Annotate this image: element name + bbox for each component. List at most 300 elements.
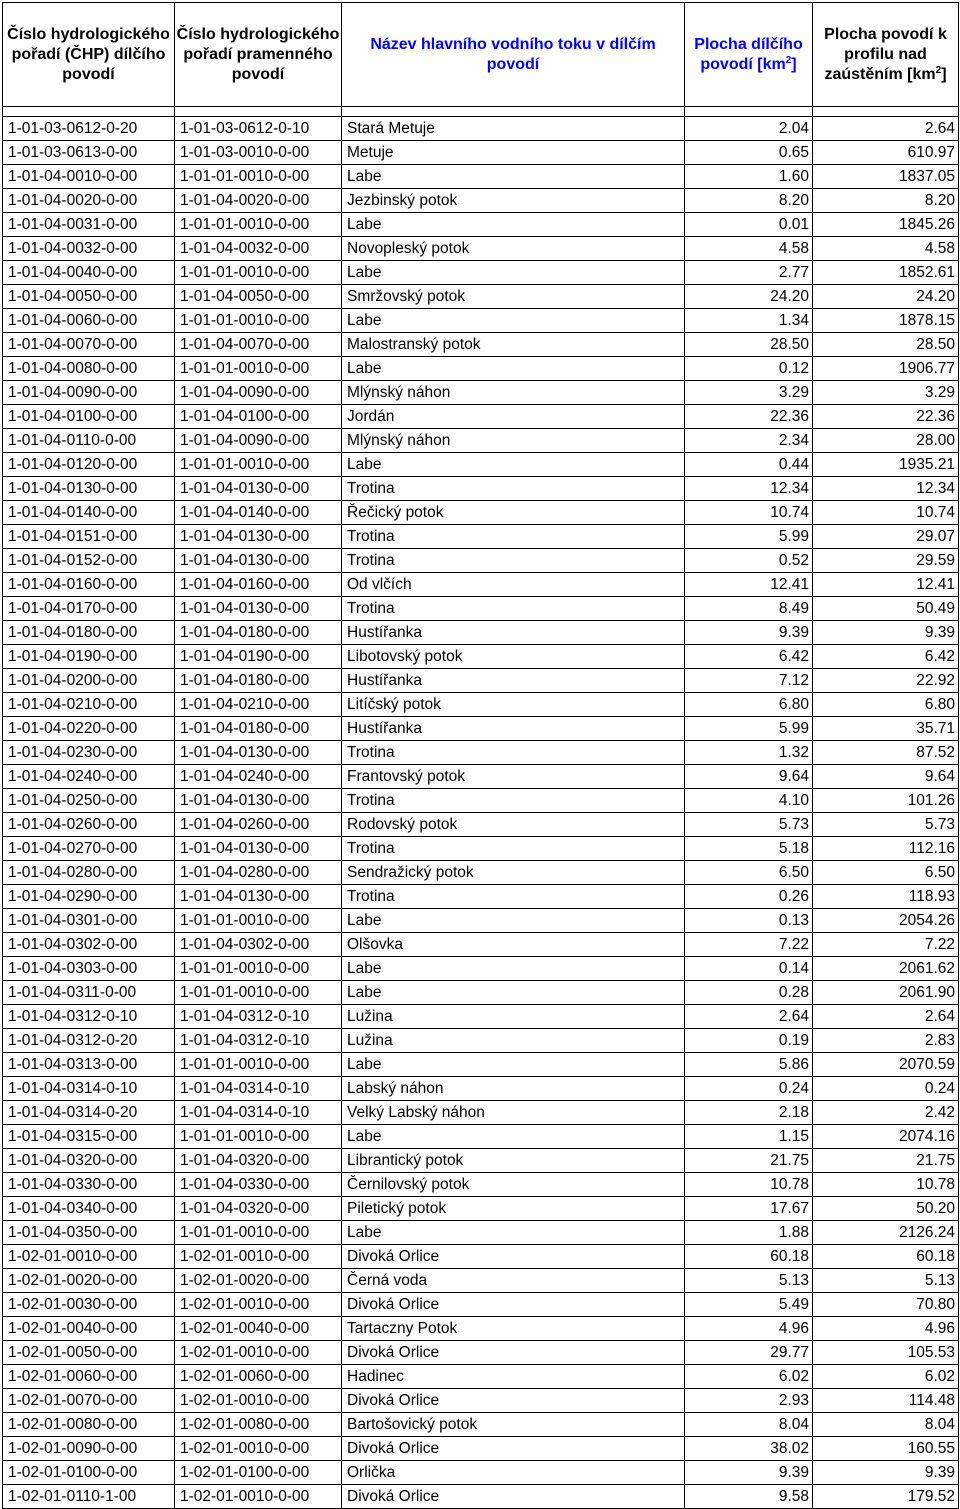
cell-chp: 1-01-04-0311-0-00 xyxy=(3,981,175,1005)
cell-stream-name: Hustířanka xyxy=(342,717,685,741)
cell-cumulative-area: 1906.77 xyxy=(813,357,959,381)
cell-cumulative-area: 112.16 xyxy=(813,837,959,861)
cell-subbasin-area: 4.58 xyxy=(685,237,813,261)
cell-spring-chp: 1-02-01-0040-0-00 xyxy=(175,1317,342,1341)
table-row xyxy=(3,621,959,645)
cell-subbasin-area: 2.34 xyxy=(685,429,813,453)
cell-subbasin-area: 9.58 xyxy=(685,1485,813,1509)
table-row xyxy=(3,189,959,213)
cell-chp: 1-01-04-0070-0-00 xyxy=(3,333,175,357)
cell-stream-name: Jezbinský potok xyxy=(342,189,685,213)
cell-subbasin-area: 2.04 xyxy=(685,117,813,141)
cell-spring-chp: 1-02-01-0010-0-00 xyxy=(175,1341,342,1365)
header-row xyxy=(3,3,959,107)
header-main-stream-label: Název hlavního vodního toku v dílčím povodí xyxy=(370,35,656,73)
table-row xyxy=(3,381,959,405)
cell-subbasin-area: 3.29 xyxy=(685,381,813,405)
cell-cumulative-area: 35.71 xyxy=(813,717,959,741)
cell-stream-name: Libotovský potok xyxy=(342,645,685,669)
cell-stream-name: Labe xyxy=(342,453,685,477)
header-main-stream xyxy=(342,3,685,107)
cell-chp: 1-01-04-0130-0-00 xyxy=(3,477,175,501)
cell-subbasin-area: 10.74 xyxy=(685,501,813,525)
table-row xyxy=(3,309,959,333)
cell-chp: 1-01-04-0060-0-00 xyxy=(3,309,175,333)
cell-spring-chp: 1-01-01-0010-0-00 xyxy=(175,453,342,477)
spacer-cell xyxy=(3,107,175,117)
cell-subbasin-area: 2.77 xyxy=(685,261,813,285)
cell-subbasin-area: 60.18 xyxy=(685,1245,813,1269)
cell-subbasin-area: 0.14 xyxy=(685,957,813,981)
table-row xyxy=(3,1245,959,1269)
cell-cumulative-area: 1837.05 xyxy=(813,165,959,189)
cell-chp: 1-01-04-0170-0-00 xyxy=(3,597,175,621)
cell-subbasin-area: 22.36 xyxy=(685,405,813,429)
cell-spring-chp: 1-01-01-0010-0-00 xyxy=(175,1221,342,1245)
table-row xyxy=(3,789,959,813)
cell-subbasin-area: 4.96 xyxy=(685,1317,813,1341)
spacer-cell xyxy=(813,107,959,117)
cell-cumulative-area: 8.20 xyxy=(813,189,959,213)
table-row xyxy=(3,1365,959,1389)
cell-chp: 1-01-04-0302-0-00 xyxy=(3,933,175,957)
cell-cumulative-area: 22.36 xyxy=(813,405,959,429)
cell-cumulative-area: 2061.90 xyxy=(813,981,959,1005)
cell-stream-name: Od vlčích xyxy=(342,573,685,597)
cell-spring-chp: 1-01-01-0010-0-00 xyxy=(175,957,342,981)
cell-spring-chp: 1-01-04-0090-0-00 xyxy=(175,381,342,405)
cell-subbasin-area: 0.13 xyxy=(685,909,813,933)
cell-stream-name: Trotina xyxy=(342,741,685,765)
cell-stream-name: Malostranský potok xyxy=(342,333,685,357)
cell-stream-name: Divoká Orlice xyxy=(342,1245,685,1269)
cell-subbasin-area: 0.12 xyxy=(685,357,813,381)
cell-subbasin-area: 10.78 xyxy=(685,1173,813,1197)
cell-chp: 1-01-04-0330-0-00 xyxy=(3,1173,175,1197)
cell-chp: 1-01-04-0340-0-00 xyxy=(3,1197,175,1221)
table-row xyxy=(3,1389,959,1413)
cell-spring-chp: 1-01-01-0010-0-00 xyxy=(175,357,342,381)
cell-spring-chp: 1-01-04-0330-0-00 xyxy=(175,1173,342,1197)
cell-stream-name: Velký Labský náhon xyxy=(342,1101,685,1125)
cell-cumulative-area: 2.42 xyxy=(813,1101,959,1125)
cell-subbasin-area: 0.44 xyxy=(685,453,813,477)
cell-cumulative-area: 2061.62 xyxy=(813,957,959,981)
cell-stream-name: Hustířanka xyxy=(342,621,685,645)
cell-cumulative-area: 6.50 xyxy=(813,861,959,885)
hydrology-table xyxy=(2,2,959,1509)
cell-cumulative-area: 28.00 xyxy=(813,429,959,453)
table-row xyxy=(3,1413,959,1437)
cell-spring-chp: 1-02-01-0010-0-00 xyxy=(175,1485,342,1509)
cell-stream-name: Trotina xyxy=(342,525,685,549)
cell-chp: 1-02-01-0070-0-00 xyxy=(3,1389,175,1413)
table-row xyxy=(3,1173,959,1197)
table-row xyxy=(3,525,959,549)
header-spring-chp xyxy=(175,3,342,107)
cell-chp: 1-02-01-0090-0-00 xyxy=(3,1437,175,1461)
cell-chp: 1-01-04-0031-0-00 xyxy=(3,213,175,237)
cell-cumulative-area: 0.24 xyxy=(813,1077,959,1101)
cell-spring-chp: 1-02-01-0010-0-00 xyxy=(175,1437,342,1461)
cell-stream-name: Labe xyxy=(342,909,685,933)
cell-spring-chp: 1-01-04-0130-0-00 xyxy=(175,477,342,501)
cell-cumulative-area: 6.80 xyxy=(813,693,959,717)
cell-subbasin-area: 9.64 xyxy=(685,765,813,789)
table-row xyxy=(3,1221,959,1245)
header-subbasin-area-end: ] xyxy=(791,55,797,73)
cell-stream-name: Trotina xyxy=(342,477,685,501)
cell-stream-name: Labe xyxy=(342,357,685,381)
cell-chp: 1-02-01-0040-0-00 xyxy=(3,1317,175,1341)
cell-cumulative-area: 10.78 xyxy=(813,1173,959,1197)
cell-chp: 1-01-04-0290-0-00 xyxy=(3,885,175,909)
header-cumulative-area-end: ] xyxy=(941,65,947,83)
table-row xyxy=(3,453,959,477)
cell-spring-chp: 1-01-04-0260-0-00 xyxy=(175,813,342,837)
cell-cumulative-area: 50.49 xyxy=(813,597,959,621)
table-row xyxy=(3,1341,959,1365)
table-row xyxy=(3,237,959,261)
table-row xyxy=(3,549,959,573)
cell-subbasin-area: 17.67 xyxy=(685,1197,813,1221)
cell-subbasin-area: 1.32 xyxy=(685,741,813,765)
header-subbasin-area-sup: 2 xyxy=(785,54,792,66)
cell-stream-name: Orlička xyxy=(342,1461,685,1485)
cell-chp: 1-01-04-0270-0-00 xyxy=(3,837,175,861)
header-spring-chp-label: Číslo hydrologického pořadí pramenného povodí xyxy=(176,25,340,83)
cell-spring-chp: 1-02-01-0100-0-00 xyxy=(175,1461,342,1485)
table-row xyxy=(3,717,959,741)
header-cumulative-area-label: Plocha povodí k profilu nad zaústěním [km xyxy=(824,25,947,83)
cell-chp: 1-01-04-0312-0-20 xyxy=(3,1029,175,1053)
cell-cumulative-area: 12.34 xyxy=(813,477,959,501)
cell-spring-chp: 1-01-04-0130-0-00 xyxy=(175,597,342,621)
table-row xyxy=(3,909,959,933)
cell-subbasin-area: 9.39 xyxy=(685,1461,813,1485)
cell-stream-name: Labe xyxy=(342,957,685,981)
cell-chp: 1-01-04-0303-0-00 xyxy=(3,957,175,981)
cell-stream-name: Divoká Orlice xyxy=(342,1389,685,1413)
cell-cumulative-area: 8.04 xyxy=(813,1413,959,1437)
cell-stream-name: Sendražický potok xyxy=(342,861,685,885)
table-row xyxy=(3,1029,959,1053)
cell-spring-chp: 1-01-04-0130-0-00 xyxy=(175,885,342,909)
cell-spring-chp: 1-01-04-0210-0-00 xyxy=(175,693,342,717)
cell-cumulative-area: 160.55 xyxy=(813,1437,959,1461)
cell-stream-name: Divoká Orlice xyxy=(342,1293,685,1317)
cell-chp: 1-02-01-0010-0-00 xyxy=(3,1245,175,1269)
cell-stream-name: Lužina xyxy=(342,1005,685,1029)
cell-stream-name: Labský náhon xyxy=(342,1077,685,1101)
cell-chp: 1-02-01-0100-0-00 xyxy=(3,1461,175,1485)
table-row xyxy=(3,333,959,357)
cell-stream-name: Novopleský potok xyxy=(342,237,685,261)
cell-cumulative-area: 29.59 xyxy=(813,549,959,573)
cell-stream-name: Trotina xyxy=(342,789,685,813)
cell-cumulative-area: 60.18 xyxy=(813,1245,959,1269)
cell-spring-chp: 1-01-04-0314-0-10 xyxy=(175,1101,342,1125)
cell-subbasin-area: 7.22 xyxy=(685,933,813,957)
cell-spring-chp: 1-01-04-0320-0-00 xyxy=(175,1197,342,1221)
cell-spring-chp: 1-01-03-0612-0-10 xyxy=(175,117,342,141)
cell-stream-name: Stará Metuje xyxy=(342,117,685,141)
table-row xyxy=(3,357,959,381)
cell-cumulative-area: 5.73 xyxy=(813,813,959,837)
cell-chp: 1-01-04-0200-0-00 xyxy=(3,669,175,693)
cell-chp: 1-01-04-0320-0-00 xyxy=(3,1149,175,1173)
table-row xyxy=(3,501,959,525)
cell-spring-chp: 1-01-04-0190-0-00 xyxy=(175,645,342,669)
cell-stream-name: Bartošovický potok xyxy=(342,1413,685,1437)
cell-chp: 1-01-04-0250-0-00 xyxy=(3,789,175,813)
cell-cumulative-area: 9.39 xyxy=(813,621,959,645)
cell-spring-chp: 1-02-01-0060-0-00 xyxy=(175,1365,342,1389)
cell-spring-chp: 1-02-01-0010-0-00 xyxy=(175,1245,342,1269)
cell-stream-name: Trotina xyxy=(342,837,685,861)
cell-stream-name: Piletický potok xyxy=(342,1197,685,1221)
cell-subbasin-area: 5.86 xyxy=(685,1053,813,1077)
cell-chp: 1-01-04-0160-0-00 xyxy=(3,573,175,597)
cell-subbasin-area: 24.20 xyxy=(685,285,813,309)
cell-stream-name: Tartaczny Potok xyxy=(342,1317,685,1341)
cell-spring-chp: 1-01-04-0100-0-00 xyxy=(175,405,342,429)
cell-subbasin-area: 6.42 xyxy=(685,645,813,669)
cell-spring-chp: 1-01-01-0010-0-00 xyxy=(175,1053,342,1077)
table-row xyxy=(3,813,959,837)
cell-cumulative-area: 7.22 xyxy=(813,933,959,957)
cell-spring-chp: 1-01-01-0010-0-00 xyxy=(175,165,342,189)
table-row xyxy=(3,597,959,621)
cell-chp: 1-01-04-0110-0-00 xyxy=(3,429,175,453)
cell-cumulative-area: 179.52 xyxy=(813,1485,959,1509)
cell-cumulative-area: 29.07 xyxy=(813,525,959,549)
cell-stream-name: Černá voda xyxy=(342,1269,685,1293)
cell-spring-chp: 1-01-04-0130-0-00 xyxy=(175,789,342,813)
table-row xyxy=(3,165,959,189)
cell-chp: 1-02-01-0050-0-00 xyxy=(3,1341,175,1365)
table-row xyxy=(3,1485,959,1509)
table-row xyxy=(3,1269,959,1293)
cell-chp: 1-01-04-0315-0-00 xyxy=(3,1125,175,1149)
cell-chp: 1-01-04-0120-0-00 xyxy=(3,453,175,477)
cell-subbasin-area: 5.49 xyxy=(685,1293,813,1317)
cell-cumulative-area: 114.48 xyxy=(813,1389,959,1413)
cell-stream-name: Labe xyxy=(342,261,685,285)
table-body xyxy=(3,117,959,1509)
cell-stream-name: Smržovský potok xyxy=(342,285,685,309)
table-row xyxy=(3,1125,959,1149)
cell-subbasin-area: 0.28 xyxy=(685,981,813,1005)
cell-subbasin-area: 38.02 xyxy=(685,1437,813,1461)
cell-cumulative-area: 610.97 xyxy=(813,141,959,165)
cell-spring-chp: 1-01-04-0090-0-00 xyxy=(175,429,342,453)
cell-subbasin-area: 0.01 xyxy=(685,213,813,237)
cell-subbasin-area: 21.75 xyxy=(685,1149,813,1173)
cell-spring-chp: 1-01-04-0160-0-00 xyxy=(175,573,342,597)
cell-spring-chp: 1-01-04-0180-0-00 xyxy=(175,717,342,741)
header-spacer-row xyxy=(3,107,959,117)
cell-stream-name: Řečický potok xyxy=(342,501,685,525)
cell-cumulative-area: 70.80 xyxy=(813,1293,959,1317)
table-row xyxy=(3,429,959,453)
cell-stream-name: Labe xyxy=(342,1053,685,1077)
cell-stream-name: Divoká Orlice xyxy=(342,1437,685,1461)
cell-spring-chp: 1-02-01-0020-0-00 xyxy=(175,1269,342,1293)
table-row xyxy=(3,1461,959,1485)
cell-cumulative-area: 2.64 xyxy=(813,117,959,141)
cell-chp: 1-01-04-0301-0-00 xyxy=(3,909,175,933)
cell-subbasin-area: 5.99 xyxy=(685,717,813,741)
cell-subbasin-area: 7.12 xyxy=(685,669,813,693)
cell-subbasin-area: 5.99 xyxy=(685,525,813,549)
cell-cumulative-area: 1935.21 xyxy=(813,453,959,477)
cell-spring-chp: 1-01-04-0320-0-00 xyxy=(175,1149,342,1173)
header-subbasin-area xyxy=(685,3,813,107)
cell-stream-name: Litíčský potok xyxy=(342,693,685,717)
table-row xyxy=(3,1197,959,1221)
cell-stream-name: Hadinec xyxy=(342,1365,685,1389)
cell-spring-chp: 1-01-04-0032-0-00 xyxy=(175,237,342,261)
cell-stream-name: Labe xyxy=(342,1125,685,1149)
cell-cumulative-area: 3.29 xyxy=(813,381,959,405)
cell-stream-name: Mlýnský náhon xyxy=(342,381,685,405)
spacer-cell xyxy=(342,107,685,117)
cell-cumulative-area: 2126.24 xyxy=(813,1221,959,1245)
table-row xyxy=(3,669,959,693)
cell-chp: 1-01-04-0314-0-20 xyxy=(3,1101,175,1125)
table-row xyxy=(3,837,959,861)
cell-stream-name: Labe xyxy=(342,213,685,237)
cell-cumulative-area: 9.64 xyxy=(813,765,959,789)
cell-chp: 1-01-04-0010-0-00 xyxy=(3,165,175,189)
cell-chp: 1-01-04-0180-0-00 xyxy=(3,621,175,645)
cell-chp: 1-01-04-0140-0-00 xyxy=(3,501,175,525)
cell-subbasin-area: 8.49 xyxy=(685,597,813,621)
cell-stream-name: Labe xyxy=(342,1221,685,1245)
table-row xyxy=(3,405,959,429)
cell-spring-chp: 1-01-04-0070-0-00 xyxy=(175,333,342,357)
cell-chp: 1-01-04-0080-0-00 xyxy=(3,357,175,381)
cell-subbasin-area: 1.34 xyxy=(685,309,813,333)
cell-cumulative-area: 1845.26 xyxy=(813,213,959,237)
table-row xyxy=(3,261,959,285)
cell-subbasin-area: 0.52 xyxy=(685,549,813,573)
cell-subbasin-area: 1.88 xyxy=(685,1221,813,1245)
header-cumulative-area-sup: 2 xyxy=(935,64,942,76)
cell-spring-chp: 1-01-01-0010-0-00 xyxy=(175,1125,342,1149)
cell-stream-name: Labe xyxy=(342,981,685,1005)
cell-stream-name: Olšovka xyxy=(342,933,685,957)
cell-chp: 1-01-04-0314-0-10 xyxy=(3,1077,175,1101)
cell-stream-name: Lužina xyxy=(342,1029,685,1053)
cell-spring-chp: 1-01-04-0130-0-00 xyxy=(175,549,342,573)
cell-subbasin-area: 4.10 xyxy=(685,789,813,813)
cell-spring-chp: 1-01-01-0010-0-00 xyxy=(175,309,342,333)
cell-subbasin-area: 8.04 xyxy=(685,1413,813,1437)
table-row xyxy=(3,1149,959,1173)
table-row xyxy=(3,477,959,501)
cell-subbasin-area: 2.64 xyxy=(685,1005,813,1029)
cell-chp: 1-01-04-0050-0-00 xyxy=(3,285,175,309)
table-row xyxy=(3,285,959,309)
cell-subbasin-area: 1.15 xyxy=(685,1125,813,1149)
spacer-cell xyxy=(685,107,813,117)
cell-cumulative-area: 1878.15 xyxy=(813,309,959,333)
cell-stream-name: Divoká Orlice xyxy=(342,1341,685,1365)
cell-chp: 1-01-04-0240-0-00 xyxy=(3,765,175,789)
cell-subbasin-area: 9.39 xyxy=(685,621,813,645)
cell-spring-chp: 1-01-01-0010-0-00 xyxy=(175,909,342,933)
cell-subbasin-area: 6.02 xyxy=(685,1365,813,1389)
cell-spring-chp: 1-02-01-0080-0-00 xyxy=(175,1413,342,1437)
cell-cumulative-area: 24.20 xyxy=(813,285,959,309)
table-row xyxy=(3,573,959,597)
cell-chp: 1-01-04-0090-0-00 xyxy=(3,381,175,405)
cell-subbasin-area: 0.24 xyxy=(685,1077,813,1101)
table-row xyxy=(3,765,959,789)
cell-spring-chp: 1-01-04-0314-0-10 xyxy=(175,1077,342,1101)
table-row xyxy=(3,933,959,957)
cell-cumulative-area: 10.74 xyxy=(813,501,959,525)
cell-chp: 1-02-01-0060-0-00 xyxy=(3,1365,175,1389)
cell-stream-name: Frantovský potok xyxy=(342,765,685,789)
cell-cumulative-area: 22.92 xyxy=(813,669,959,693)
cell-subbasin-area: 1.60 xyxy=(685,165,813,189)
cell-spring-chp: 1-01-04-0240-0-00 xyxy=(175,765,342,789)
cell-subbasin-area: 0.19 xyxy=(685,1029,813,1053)
cell-chp: 1-01-04-0210-0-00 xyxy=(3,693,175,717)
cell-chp: 1-02-01-0020-0-00 xyxy=(3,1269,175,1293)
cell-chp: 1-01-04-0152-0-00 xyxy=(3,549,175,573)
cell-subbasin-area: 28.50 xyxy=(685,333,813,357)
header-subbasin-area-label: Plocha dílčího povodí [km xyxy=(694,35,803,73)
table-row xyxy=(3,741,959,765)
cell-chp: 1-02-01-0080-0-00 xyxy=(3,1413,175,1437)
cell-cumulative-area: 2070.59 xyxy=(813,1053,959,1077)
cell-chp: 1-01-03-0612-0-20 xyxy=(3,117,175,141)
cell-stream-name: Labe xyxy=(342,165,685,189)
cell-spring-chp: 1-01-01-0010-0-00 xyxy=(175,213,342,237)
cell-subbasin-area: 5.73 xyxy=(685,813,813,837)
cell-spring-chp: 1-01-04-0312-0-10 xyxy=(175,1029,342,1053)
cell-spring-chp: 1-01-04-0130-0-00 xyxy=(175,837,342,861)
cell-subbasin-area: 6.80 xyxy=(685,693,813,717)
cell-cumulative-area: 4.96 xyxy=(813,1317,959,1341)
table-row xyxy=(3,117,959,141)
cell-subbasin-area: 0.65 xyxy=(685,141,813,165)
cell-chp: 1-01-04-0032-0-00 xyxy=(3,237,175,261)
cell-spring-chp: 1-01-04-0180-0-00 xyxy=(175,669,342,693)
cell-chp: 1-01-04-0312-0-10 xyxy=(3,1005,175,1029)
cell-stream-name: Trotina xyxy=(342,597,685,621)
cell-subbasin-area: 2.93 xyxy=(685,1389,813,1413)
cell-stream-name: Jordán xyxy=(342,405,685,429)
cell-cumulative-area: 2.83 xyxy=(813,1029,959,1053)
spacer-cell xyxy=(175,107,342,117)
cell-spring-chp: 1-02-01-0010-0-00 xyxy=(175,1293,342,1317)
table-row xyxy=(3,1293,959,1317)
table-row xyxy=(3,645,959,669)
cell-cumulative-area: 28.50 xyxy=(813,333,959,357)
cell-stream-name: Librantický potok xyxy=(342,1149,685,1173)
cell-spring-chp: 1-01-04-0140-0-00 xyxy=(175,501,342,525)
table-row xyxy=(3,1077,959,1101)
cell-chp: 1-01-04-0190-0-00 xyxy=(3,645,175,669)
cell-cumulative-area: 21.75 xyxy=(813,1149,959,1173)
cell-stream-name: Hustířanka xyxy=(342,669,685,693)
cell-stream-name: Trotina xyxy=(342,885,685,909)
